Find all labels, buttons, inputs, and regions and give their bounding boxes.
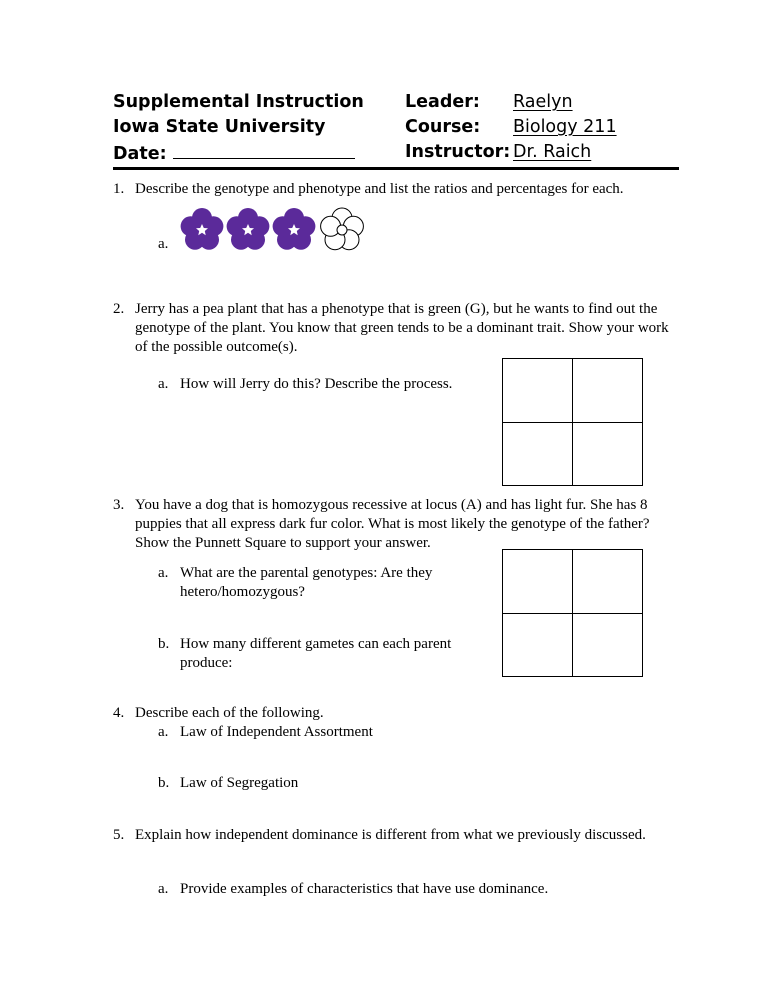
leader-label: Leader:	[405, 92, 480, 112]
header-right-values	[513, 90, 617, 165]
sub-letter: a.	[158, 376, 169, 392]
sub-text: Provide examples of characteristics that have use dominance.	[180, 881, 549, 897]
sub-text: How will Jerry do this? Describe the process.	[180, 376, 453, 392]
question-text: Describe the genotype and phenotype and list the ratios and percentages for each.	[135, 181, 624, 197]
question-text: Explain how independent dominance is different from what we previously discussed.	[135, 827, 646, 843]
purple-flower-icon	[227, 208, 270, 250]
punnett-square	[502, 358, 643, 486]
header-date-label: Date:	[113, 144, 167, 164]
question-number: 5.	[113, 827, 125, 843]
question-number: 4.	[113, 705, 125, 721]
question-text: Jerry has a pea plant that has a phenotype that is green (G), but he wants to find out the genotype of the plant. You know that green tends to be a dominant trait. Show your work of the possible outcome(s).	[135, 301, 669, 355]
header-divider	[113, 167, 679, 170]
question-number: 3.	[113, 497, 125, 513]
date-blank-line	[173, 140, 355, 159]
question-text: You have a dog that is homozygous recessive at locus (A) and has light fur. She has 8 puppies that all express dark fur color. What is most likely the genotype of the father? Show the Punnett Square to support your answer.	[135, 497, 650, 551]
sub-text: Law of Independent Assortment	[180, 724, 373, 740]
header-right-labels	[405, 90, 510, 165]
instructor-value: Dr. Raich	[513, 142, 592, 162]
flower-phenotypes	[178, 205, 378, 257]
header-university: Iowa State University	[113, 117, 326, 137]
course-value: Biology 211	[513, 117, 617, 137]
punnett-square	[502, 549, 643, 677]
leader-value: Raelyn	[513, 92, 573, 112]
sub-letter: a.	[158, 881, 169, 897]
sub-letter: b.	[158, 775, 170, 791]
sub-text: Law of Segregation	[180, 775, 299, 791]
question-number: 1.	[113, 181, 125, 197]
header-left	[113, 90, 364, 167]
sub-letter: b.	[158, 636, 170, 652]
sub-text: How many different gametes can each parent produce:	[180, 636, 452, 671]
sub-letter: a.	[158, 565, 169, 581]
sub-text: What are the parental genotypes: Are they hetero/homozygous?	[180, 565, 433, 600]
purple-flower-icon	[181, 208, 224, 250]
question-text: Describe each of the following.	[135, 705, 324, 721]
question-1-sub-a	[158, 235, 168, 254]
instructor-label: Instructor:	[405, 142, 511, 162]
header-date	[113, 140, 364, 167]
white-flower-icon	[321, 208, 364, 250]
sub-letter: a.	[158, 236, 169, 252]
punnett-horizontal-line	[503, 422, 642, 423]
course-label: Course:	[405, 117, 481, 137]
question-number: 2.	[113, 301, 125, 317]
punnett-horizontal-line	[503, 613, 642, 614]
sub-letter: a.	[158, 724, 169, 740]
header-program: Supplemental Instruction	[113, 92, 364, 112]
purple-flower-icon	[273, 208, 316, 250]
